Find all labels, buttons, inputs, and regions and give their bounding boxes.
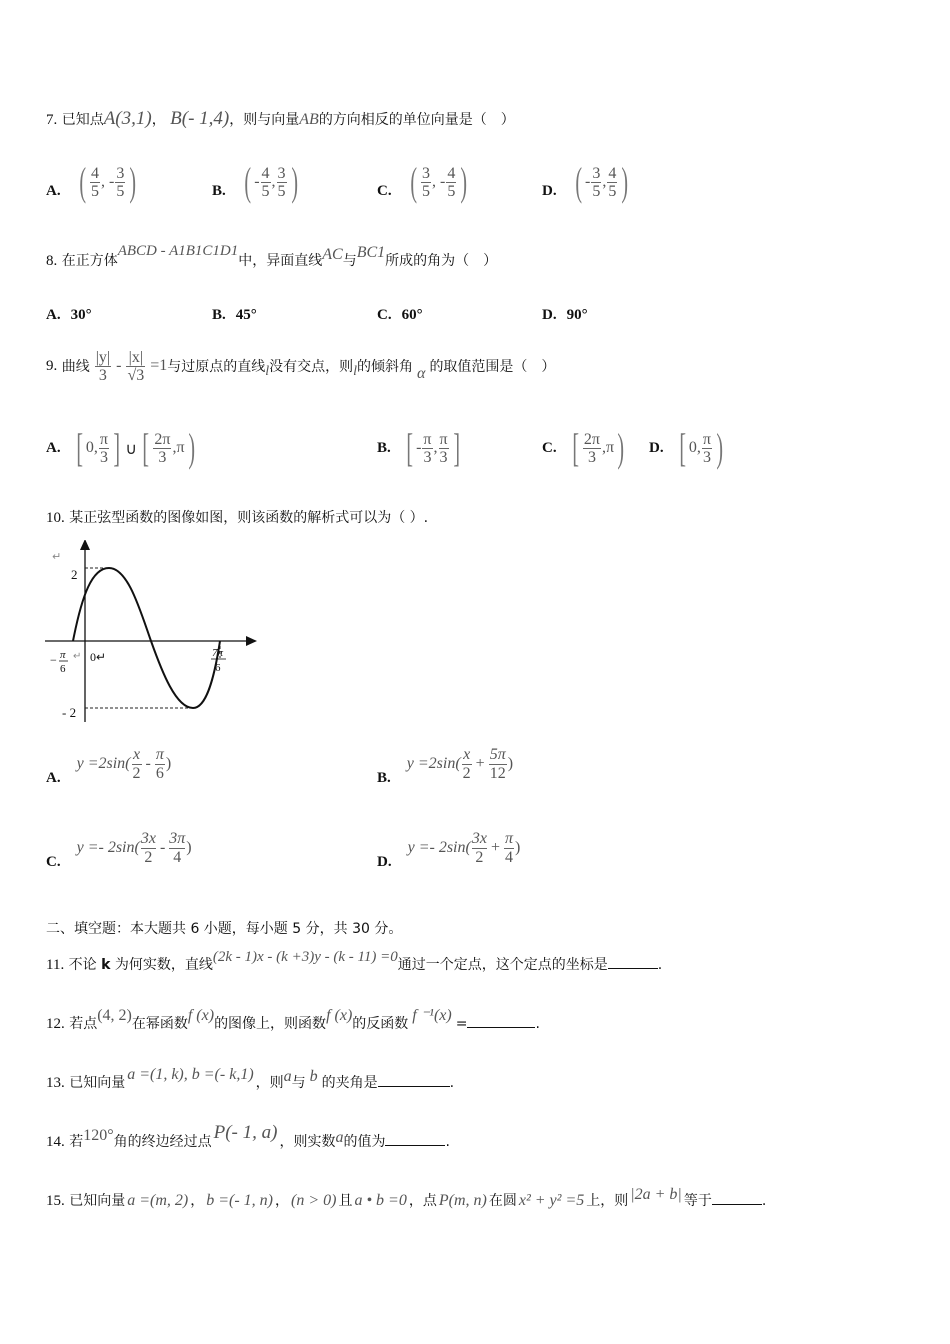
line-equation: (2k - 1)x - (k +3)y - (k - 11) =0 bbox=[212, 949, 398, 965]
left-x-num: π bbox=[60, 649, 66, 661]
left-x-den: 6 bbox=[60, 663, 66, 675]
answer-blank[interactable] bbox=[385, 1131, 445, 1146]
question-7-stem: 7. 已知点A(3,1)， B(- 1,4)，则与向量AB的方向相反的单位向量是（ ） bbox=[46, 108, 515, 129]
question-9-stem: 9. 曲线 $\frac{|y|}{3}$ - $\frac{|x|}{√3}$ =1 与过原点的直线 l 没有交点，则 l 的倾斜角 α 的取值范围是（ ） bbox=[46, 348, 556, 384]
q10-option-a[interactable]: A. y =2sin( $\frac{x}{2}$ - $\frac{\pi}{6}$ ) bbox=[46, 746, 172, 786]
q9-option-d[interactable]: D. [ 0, $\frac{\pi}{3}$ ) bbox=[649, 425, 723, 470]
answer-blank[interactable] bbox=[467, 1013, 535, 1028]
right-x-den: 6 bbox=[215, 662, 221, 674]
question-8-stem: 8. 在正方体ABCD - A1B1C1D1中，异面直线AC与BC1所成的角为（ ） bbox=[46, 243, 498, 269]
x-axis-arrow bbox=[246, 636, 257, 646]
origin-label: 0↵ bbox=[90, 650, 107, 664]
answer-blank[interactable] bbox=[712, 1190, 762, 1205]
right-x-num: 7π bbox=[212, 647, 224, 659]
point-b: B(- 1,4) bbox=[170, 108, 230, 129]
q7-option-c[interactable]: C. ( $\frac{3}{5}$ , - $\frac{4}{5}$ ) bbox=[377, 159, 468, 204]
q10-option-c[interactable]: C. y =- 2sin( $\frac{3x}{2}$ - $\frac{3\pi}{4}$ ) bbox=[46, 830, 192, 870]
question-number: 7. bbox=[46, 112, 58, 128]
y-axis-arrow bbox=[80, 540, 90, 550]
left-x-sign: − bbox=[50, 653, 57, 667]
question-11-stem: 11. 不论 k 为何实数，直线(2k - 1)x - (k +3)y - (k - 11) =0通过一个定点，这个定点的坐标是 . bbox=[46, 949, 663, 973]
section-heading: 二、填空题：本大题共 6 小题，每小题 5 分，共 30 分。 bbox=[46, 921, 403, 937]
q10-option-d[interactable]: D. y =- 2sin( $\frac{3x}{2}$ + $\frac{\pi}{4}$ ) bbox=[377, 830, 521, 870]
q7-option-d[interactable]: D. ( - $\frac{3}{5}$ , $\frac{4}{5}$ ) bbox=[542, 159, 629, 204]
q7-option-b[interactable]: B. ( - $\frac{4}{5}$ , $\frac{3}{5}$ ) bbox=[212, 159, 298, 204]
q9-option-a[interactable]: A. [ 0, $\frac{\pi}{3}$ ] ∪ [ $\frac{2\pi}{3}$ ,π ) bbox=[46, 425, 195, 470]
q8-option-b[interactable]: B. 45° bbox=[212, 307, 257, 323]
q8-option-c[interactable]: C. 60° bbox=[377, 307, 423, 323]
q7-option-a[interactable]: A. ( $\frac{4}{5}$ , - $\frac{3}{5}$ ) bbox=[46, 159, 137, 204]
question-14-stem: 14. 若120°角的终边经过点 P(- 1, a) ，则实数a的值为 . bbox=[46, 1122, 450, 1150]
q9-option-b[interactable]: B. [ - $\frac{\pi}{3}$ , $\frac{\pi}{3}$ ] bbox=[377, 425, 460, 470]
point-a: A(3,1) bbox=[103, 108, 152, 129]
answer-blank[interactable] bbox=[608, 954, 658, 969]
question-10-stem: 10. 某正弦型函数的图像如图，则该函数的解析式可以为（ ）. bbox=[46, 510, 429, 526]
graph-return-mark: ↵ bbox=[52, 550, 62, 563]
sine-curve bbox=[73, 568, 220, 708]
y-max-label: 2 bbox=[71, 567, 78, 582]
q10-option-b[interactable]: B. y =2sin( $\frac{x}{2}$ + $\frac{5\pi}{12}$ ) bbox=[377, 746, 514, 786]
q8-option-a[interactable]: A. 30° bbox=[46, 307, 92, 323]
question-12-stem: 12. 若点(4, 2)在幂函数f (x)的图像上，则函数f (x)的反函数 f ⁻¹(x) = . bbox=[46, 1007, 540, 1032]
q9-option-c[interactable]: C. [ $\frac{2\pi}{3}$ ,π ) bbox=[542, 425, 625, 470]
question-13-stem: 13. 已知向量 a =(1, k), b =(- k,1) ，则a与 b 的夹角是 . bbox=[46, 1066, 455, 1091]
y-min-label: - 2 bbox=[62, 705, 77, 720]
question-15-stem: 15. 已知向量 a =(m, 2) ， b =(- 1, n) ， (n > 0) 且 a • b =0 ，点 P(m, n) 在圆 x² + y² =5 上，则 |2a + b| 等于 . bbox=[46, 1186, 767, 1209]
vector-ab: AB bbox=[299, 111, 319, 128]
q8-option-d[interactable]: D. 90° bbox=[542, 307, 588, 323]
cube-name: ABCD - A1B1C1D1 bbox=[117, 243, 239, 259]
left-x-return: ↵ bbox=[73, 651, 82, 662]
answer-blank[interactable] bbox=[378, 1072, 450, 1087]
sine-graph bbox=[40, 540, 265, 725]
